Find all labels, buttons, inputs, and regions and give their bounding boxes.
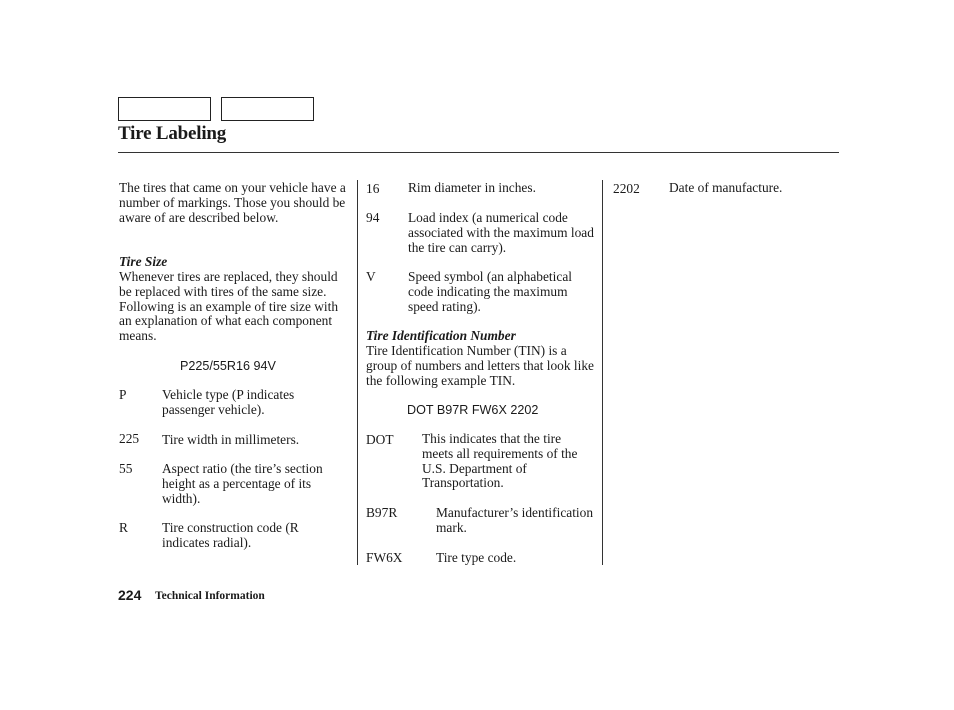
title-rule [118,152,839,153]
desc-b97r: Manufacturer’s identification mark. [436,505,594,535]
nav-tab-box-left[interactable] [118,97,211,121]
nav-tab-box-right[interactable] [221,97,314,121]
code-fw6x: FW6X [366,550,403,565]
column-divider-2 [602,180,603,565]
code-p: P [119,387,127,402]
code-2202: 2202 [613,181,640,196]
desc-225: Tire width in millimeters. [162,432,300,447]
tire-size-example: P225/55R16 94V [180,359,276,373]
code-v: V [366,269,376,284]
page-title: Tire Labeling [118,123,227,144]
code-r: R [119,520,128,535]
desc-r: Tire construction code (R indicates radial). [162,520,299,550]
page-number: 224 [118,587,142,603]
tire-size-paragraph: Whenever tires are replaced, they should be replaced with tires of the same size. Following is an example of tire size with an explanation of what each component means. [119,269,339,344]
desc-dot: This indicates that the tire meets all requirements of the U.S. Department of Transportation. [422,431,578,491]
desc-94: Load index (a numerical code associated with the maximum load the tire can carry). [408,210,594,255]
code-dot: DOT [366,432,394,447]
column-divider-1 [357,180,358,565]
code-94: 94 [366,210,380,225]
desc-16: Rim diameter in inches. [408,180,536,195]
desc-v: Speed symbol (an alphabetical code indicating the maximum speed rating). [408,269,572,314]
code-b97r: B97R [366,505,398,520]
tin-example: DOT B97R FW6X 2202 [407,403,539,417]
code-225: 225 [119,431,140,446]
tire-size-heading: Tire Size [119,254,168,269]
desc-fw6x: Tire type code. [436,550,517,565]
desc-p: Vehicle type (P indicates passenger vehicle). [162,387,295,417]
tin-heading: Tire Identification Number [366,328,516,343]
desc-2202: Date of manufacture. [669,180,783,195]
code-16: 16 [366,181,380,196]
section-name[interactable]: Technical Information [155,590,265,602]
code-55: 55 [119,461,133,476]
intro-paragraph: The tires that came on your vehicle have a number of markings. Those you should be aware of are described below. [119,180,346,225]
tin-paragraph: Tire Identification Number (TIN) is a group of numbers and letters that look like the following example TIN. [366,343,594,388]
desc-55: Aspect ratio (the tire’s section height as a percentage of its width). [162,461,323,506]
